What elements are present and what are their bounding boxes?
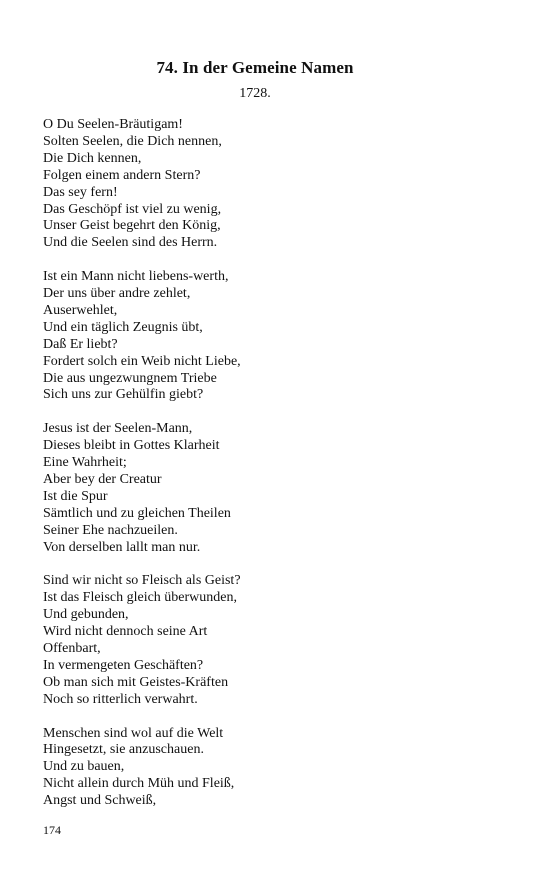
verse-line: In vermengeten Geschäften? bbox=[43, 657, 204, 673]
stanza bbox=[43, 726, 503, 811]
verse-line: Die aus ungezwungnem Triebe bbox=[43, 370, 217, 386]
verse-line: O Du Seelen-Bräutigam! bbox=[43, 117, 183, 132]
verse-line: Dieses bleibt in Gottes Klarheit bbox=[43, 438, 220, 454]
verse-line: Und ein täglich Zeugnis übt, bbox=[43, 319, 203, 335]
verse-line: Das Geschöpf ist viel zu wenig, bbox=[43, 201, 222, 217]
verse-line: Sind wir nicht so Fleisch als Geist? bbox=[43, 573, 241, 589]
verse-line: Daß Er liebt? bbox=[43, 336, 118, 352]
stanza bbox=[43, 269, 503, 404]
verse-line: Fordert solch ein Weib nicht Liebe, bbox=[43, 353, 241, 369]
verse-line: Von derselben lallt man nur. bbox=[43, 539, 201, 555]
stanza bbox=[43, 117, 503, 252]
verse-line: Sich uns zur Gehülfin giebt? bbox=[43, 387, 204, 403]
verse-line: Hingesetzt, sie anzuschauen. bbox=[43, 742, 204, 758]
page-number: 174 bbox=[43, 823, 61, 837]
verse-line: Ist die Spur bbox=[43, 488, 108, 504]
verse-line: Ob man sich mit Geistes-Kräften bbox=[43, 674, 229, 690]
verse-line: Der uns über andre zehlet, bbox=[43, 286, 191, 302]
verse-line: Unser Geist begehrt den König, bbox=[43, 218, 221, 234]
verse-line: Die Dich kennen, bbox=[43, 150, 142, 166]
verse-line: Offenbart, bbox=[43, 641, 101, 657]
poem-body bbox=[43, 117, 503, 827]
verse-line: Und zu bauen, bbox=[43, 759, 125, 775]
verse-line: Aber bey der Creatur bbox=[43, 472, 162, 487]
verse-line: Sämtlich und zu gleichen Theilen bbox=[43, 505, 231, 521]
verse-line: Menschen sind wol auf die Welt bbox=[43, 725, 224, 741]
verse-line: Und die Seelen sind des Herrn. bbox=[43, 235, 218, 251]
verse-line: Eine Wahrheit; bbox=[43, 455, 127, 471]
verse-line: Noch so ritterlich verwahrt. bbox=[43, 691, 198, 707]
poem-year: 1728. bbox=[239, 86, 271, 101]
verse-line: Angst und Schweiß, bbox=[43, 793, 157, 809]
verse-line: Seiner Ehe nachzueilen. bbox=[43, 522, 178, 538]
verse-line: Auserwehlet, bbox=[43, 302, 118, 318]
stanza bbox=[43, 421, 503, 556]
stanza bbox=[43, 573, 503, 708]
verse-line: Ist ein Mann nicht liebens-werth, bbox=[43, 269, 229, 285]
verse-line: Das sey fern! bbox=[43, 184, 118, 200]
poem-title: 74. In der Gemeine Namen bbox=[156, 58, 354, 77]
verse-line: Wird nicht dennoch seine Art bbox=[43, 624, 208, 640]
verse-line: Nicht allein durch Müh und Fleiß, bbox=[43, 776, 235, 792]
verse-line: Jesus ist der Seelen-Mann, bbox=[43, 421, 193, 437]
verse-line: Und gebunden, bbox=[43, 607, 129, 623]
verse-line: Folgen einem andern Stern? bbox=[43, 167, 201, 183]
verse-line: Solten Seelen, die Dich nennen, bbox=[43, 133, 222, 149]
verse-line: Ist das Fleisch gleich überwunden, bbox=[43, 590, 238, 606]
